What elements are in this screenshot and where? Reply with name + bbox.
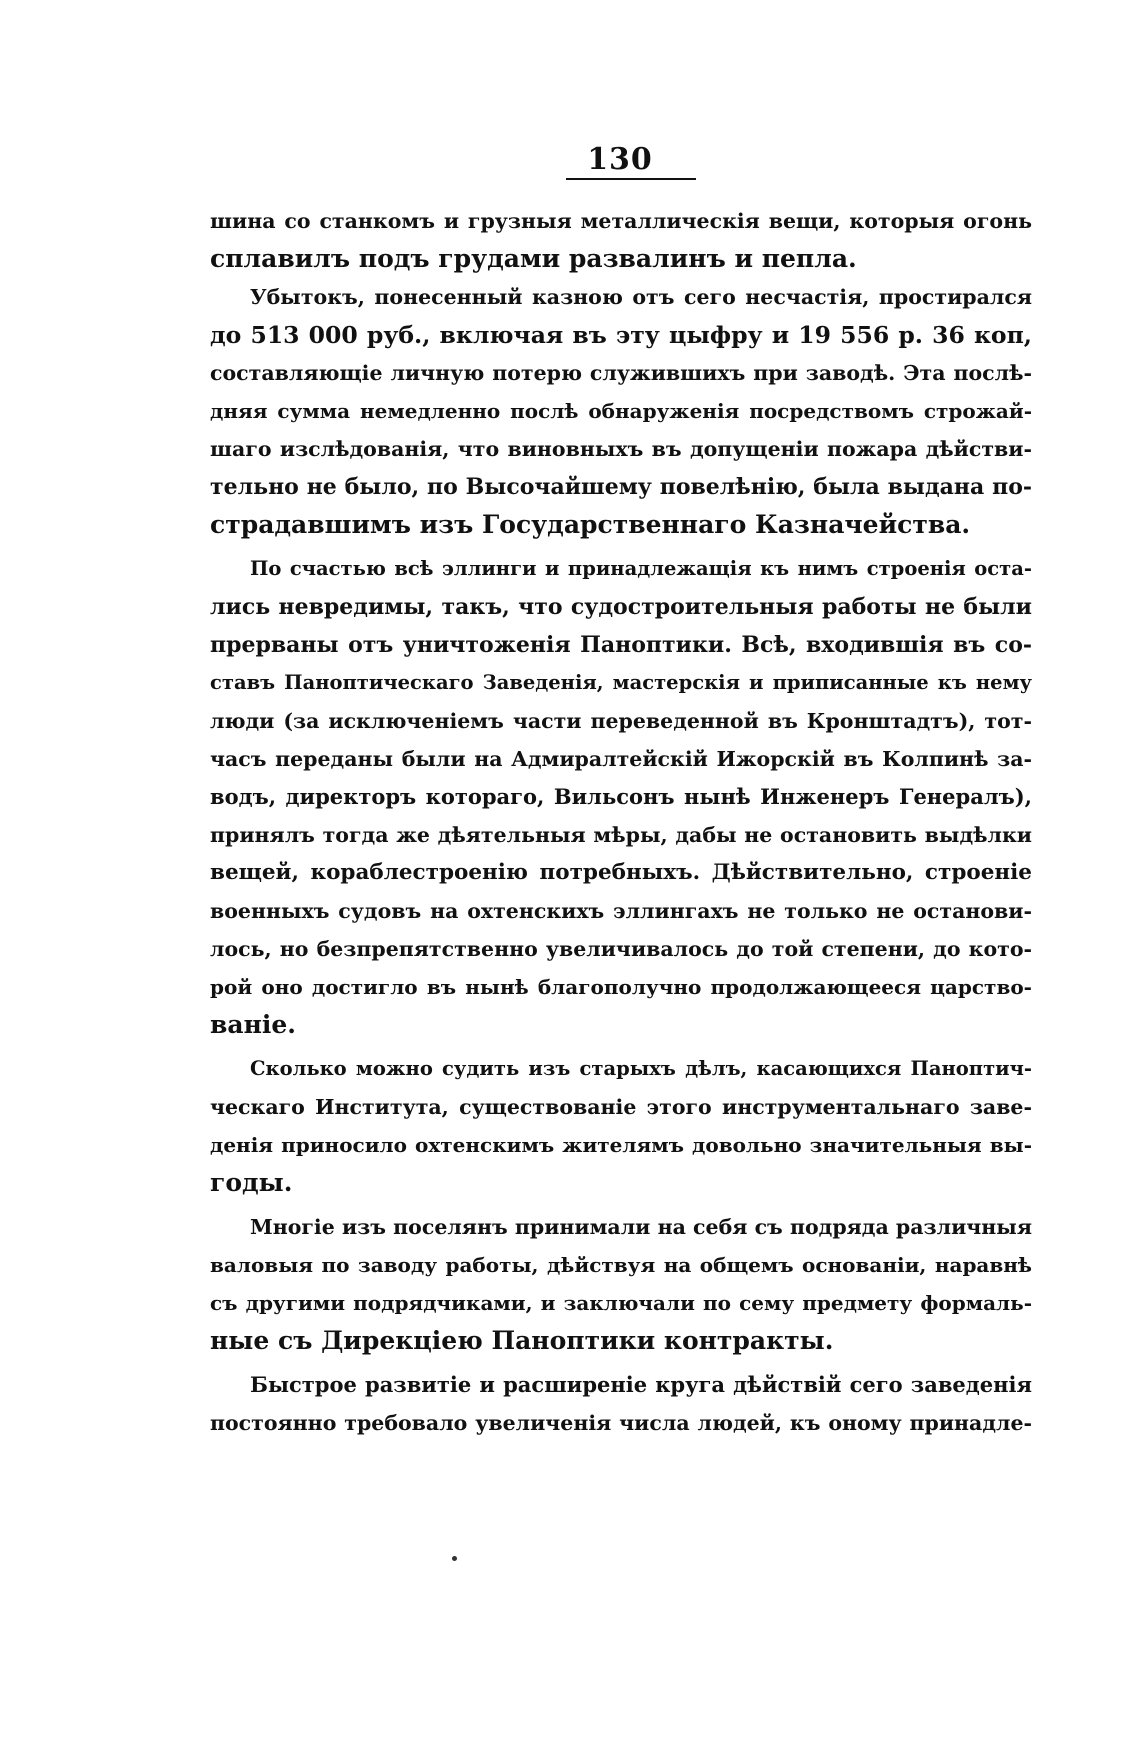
body-text	[210, 202, 1032, 1442]
text-line: ческаго Института, существованiе этого инструментальнаго заве-	[210, 1095, 1032, 1119]
text-line: съ другими подрядчиками, и заключали по сему предмету формаль-	[210, 1291, 1032, 1315]
text-line: прерваны отъ уничтоженiя Паноптики. Всѣ, входившiя въ со-	[210, 632, 1032, 658]
text-line: Убытокъ, понесенный казною отъ сего несчастiя, простирался	[250, 285, 1032, 309]
text-line: люди (за исключенiемъ части переведенной въ Кронштадтъ), тот-	[210, 709, 1032, 733]
text-line: часъ переданы были на Адмиралтейскiй Ижорскiй въ Колпинѣ за-	[210, 747, 1032, 771]
paragraph-6	[210, 1366, 1032, 1442]
text-line: лось, но безпрепятственно увеличивалось до той степени, до кото-	[210, 937, 1032, 961]
text-line: до 513 000 руб., включая въ эту цыфру и 19 556 р. 36 коп,	[210, 321, 1032, 349]
text-line: Быстрое развитiе и расширенiе круга дѣйствiй сего заведенiя	[250, 1372, 1032, 1397]
text-line: страдавшимъ изъ Государственнаго Казначейства.	[210, 510, 971, 539]
text-line: годы.	[210, 1168, 293, 1197]
text-line: ставъ Паноптическаго Заведенiя, мастерскiя и приписанные къ нему	[210, 671, 1032, 694]
text-line: тельно не было, по Высочайшему повелѣнiю, была выдана по-	[210, 474, 1032, 500]
text-line: шаго изслѣдованiя, что виновныхъ въ допущенiи пожара дѣйстви-	[210, 437, 1032, 461]
text-line: шина со станкомъ и грузныя металлическiя вещи, которыя огонь	[210, 209, 1032, 233]
text-line: вещей, кораблестроенiю потребныхъ. Дѣйствительно, строенiе	[210, 860, 1032, 885]
text-line: составляющiе личную потерю служившихъ при заводѣ. Эта послѣ-	[210, 361, 1032, 385]
text-line: Сколько можно судить изъ старыхъ дѣлъ, касающихся Паноптич-	[250, 1057, 1032, 1080]
text-line: дняя сумма немедленно послѣ обнаруженiя посредствомъ строжай-	[210, 399, 1032, 423]
paragraph-1	[210, 202, 1032, 278]
page-number: 130	[587, 142, 653, 177]
paragraph-3	[210, 550, 1032, 1044]
text-line: По счастью всѣ эллинги и принадлежащiя къ нимъ строенiя оста-	[250, 557, 1032, 580]
text-line: ванiе.	[210, 1010, 296, 1039]
text-line: валовыя по заводу работы, дѣйствуя на общемъ основанiи, наравнѣ	[210, 1253, 1032, 1277]
header-rule	[566, 178, 696, 180]
text-line: денiя приносило охтенскимъ жителямъ довольно значительныя вы-	[210, 1133, 1032, 1157]
text-line: сплавилъ подъ грудами развалинъ и пепла.	[210, 244, 857, 273]
text-line: Многiе изъ поселянъ принимали на себя съ подряда различныя	[250, 1215, 1032, 1239]
text-line: лись невредимы, такъ, что судостроительныя работы не были	[210, 594, 1032, 620]
text-line: ные съ Дирекцiею Паноптики контракты.	[210, 1326, 834, 1355]
text-line: водъ, директоръ котораго, Вильсонъ нынѣ Инженеръ Генералъ),	[210, 784, 1032, 809]
paragraph-5	[210, 1208, 1032, 1360]
text-line: принялъ тогда же дѣятельныя мѣры, дабы не остановить выдѣлки	[210, 823, 1032, 847]
text-line: военныхъ судовъ на охтенскихъ эллингахъ не только не останови-	[210, 899, 1032, 923]
text-line: постоянно требовало увеличенiя числа людей, къ оному принадле-	[210, 1411, 1032, 1435]
paragraph-2	[210, 278, 1032, 544]
ink-speck	[452, 1556, 457, 1561]
paragraph-4	[210, 1050, 1032, 1202]
text-line: рой оно достигло въ нынѣ благополучно продолжающееся царство-	[210, 975, 1032, 999]
